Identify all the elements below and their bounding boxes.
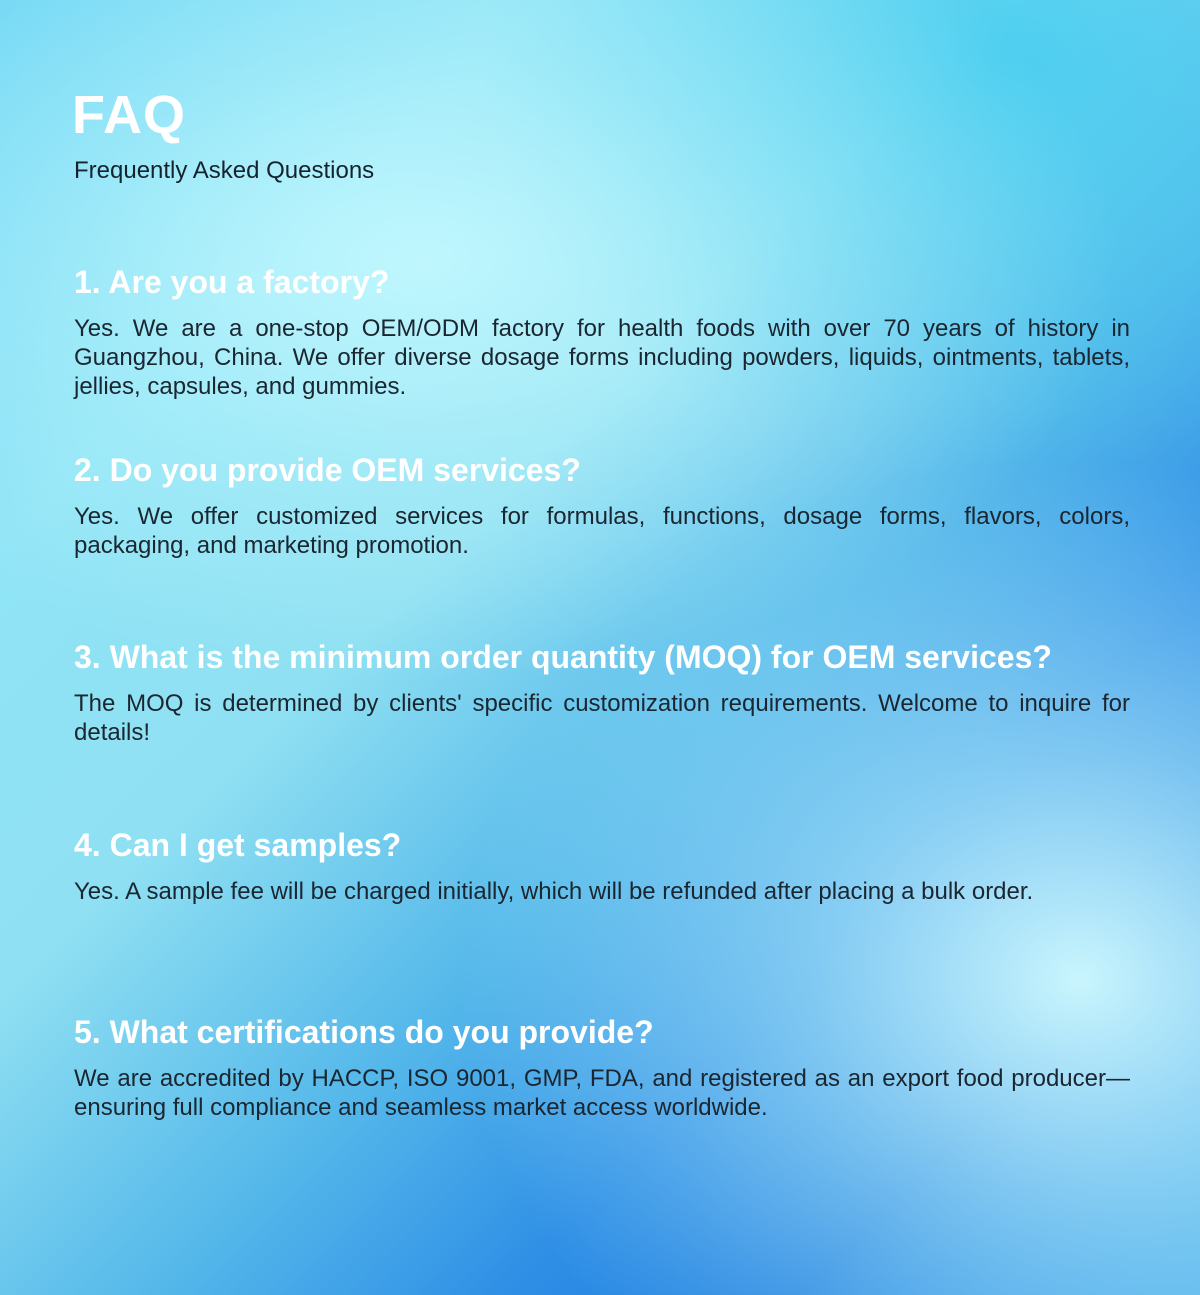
faq-item-certifications — [74, 1012, 1130, 1122]
faq-question: 4. Can I get samples? — [74, 827, 402, 863]
faq-item-oem-services — [74, 450, 1130, 560]
page-title: FAQ — [72, 85, 187, 145]
faq-answer: The MOQ is determined by clients' specific customization requirements. Welcome to inquire for details! — [74, 690, 1130, 746]
faq-item-samples — [74, 825, 1130, 906]
faq-question: 5. What certifications do you provide? — [74, 1014, 654, 1050]
faq-question: 2. Do you provide OEM services? — [74, 452, 581, 488]
faq-item-factory — [74, 262, 1130, 401]
faq-answer: Yes. We offer customized services for formulas, functions, dosage forms, flavors, colors, packaging, and marketing promotion. — [74, 503, 1130, 559]
faq-question: 3. What is the minimum order quantity (MOQ) for OEM services? — [74, 639, 1052, 675]
faq-item-moq — [74, 637, 1130, 747]
page-subtitle: Frequently Asked Questions — [74, 157, 375, 184]
faq-answer: Yes. We are a one-stop OEM/ODM factory for health foods with over 70 years of history in Guangzhou, China. We offer diverse dosage forms including powders, liquids, ointments, tablets, jellies, capsules, and gummies. — [74, 315, 1130, 400]
faq-question: 1. Are you a factory? — [74, 264, 390, 300]
faq-answer: We are accredited by HACCP, ISO 9001, GMP, FDA, and registered as an export food producer—ensuring full compliance and seamless market access worldwide. — [74, 1065, 1130, 1121]
faq-answer: Yes. A sample fee will be charged initially, which will be refunded after placing a bulk order. — [74, 878, 1034, 905]
